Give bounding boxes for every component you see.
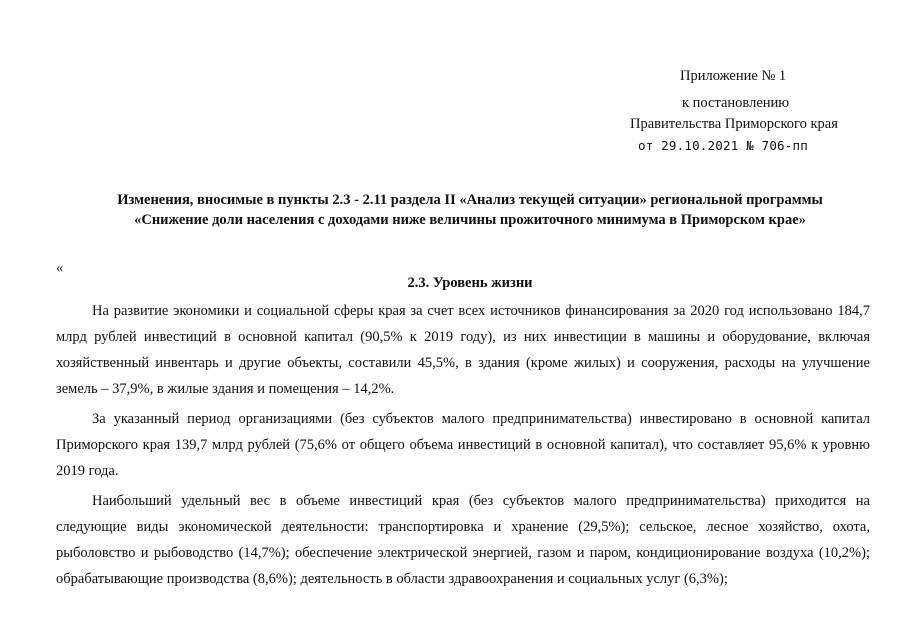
appendix-block [600, 66, 880, 156]
document-title [60, 190, 880, 230]
paragraph-3: Наибольший удельный вес в объеме инвестиций края (без субъектов малого предпринимательства) приходится на следующие виды экономической деятельности: транспортировка и хранение (29,5%); сельское, лесное хозяйство, охота, рыболовство и рыбоводство (14,7%); обеспечение электрической энергией, газом и паром, кондиционирование воздуха (10,2%); обрабатывающие производства (8,6%); деятельность в области здравоохранения и социальных услуг (6,3%); [56, 493, 870, 587]
section-heading: 2.3. Уровень жизни [407, 275, 533, 291]
appendix-government: Правительства Приморского края [630, 116, 838, 132]
document-title-line-2: «Снижение доли населения с доходами ниже величины прожиточного минимума в Приморском крае» [134, 212, 806, 228]
section-body [56, 298, 870, 596]
appendix-decree-label: к постановлению [682, 95, 790, 111]
document-title-line-1: Изменения, вносимые в пункты 2.3 - 2.11 раздела II «Анализ текущей ситуации» региональной программы [117, 192, 823, 208]
appendix-number: Приложение № 1 [680, 68, 787, 84]
paragraph-2: За указанный период организациями (без субъектов малого предпринимательства) инвестировано в основной капитал Приморского края 139,7 млрд рублей (75,6% от общего объема инвестиций в основной капитал), что составляет 95,6% к уровню 2019 года. [56, 411, 870, 479]
paragraph-1: На развитие экономики и социальной сферы края за счет всех источников финансирования за 2020 год использовано 184,7 млрд рублей инвестиций в основной капитал (90,5% к 2019 году), из них инвестиции в машины и оборудование, включая хозяйственный инвентарь и другие объекты, составили 45,5%, в здания (кроме жилых) и сооружения, расходы на улучшение земель – 37,9%, в жилые здания и помещения – 14,2%. [56, 303, 870, 397]
opening-quote-mark: « [56, 260, 64, 276]
appendix-date-number: от 29.10.2021 № 706-пп [638, 138, 808, 153]
